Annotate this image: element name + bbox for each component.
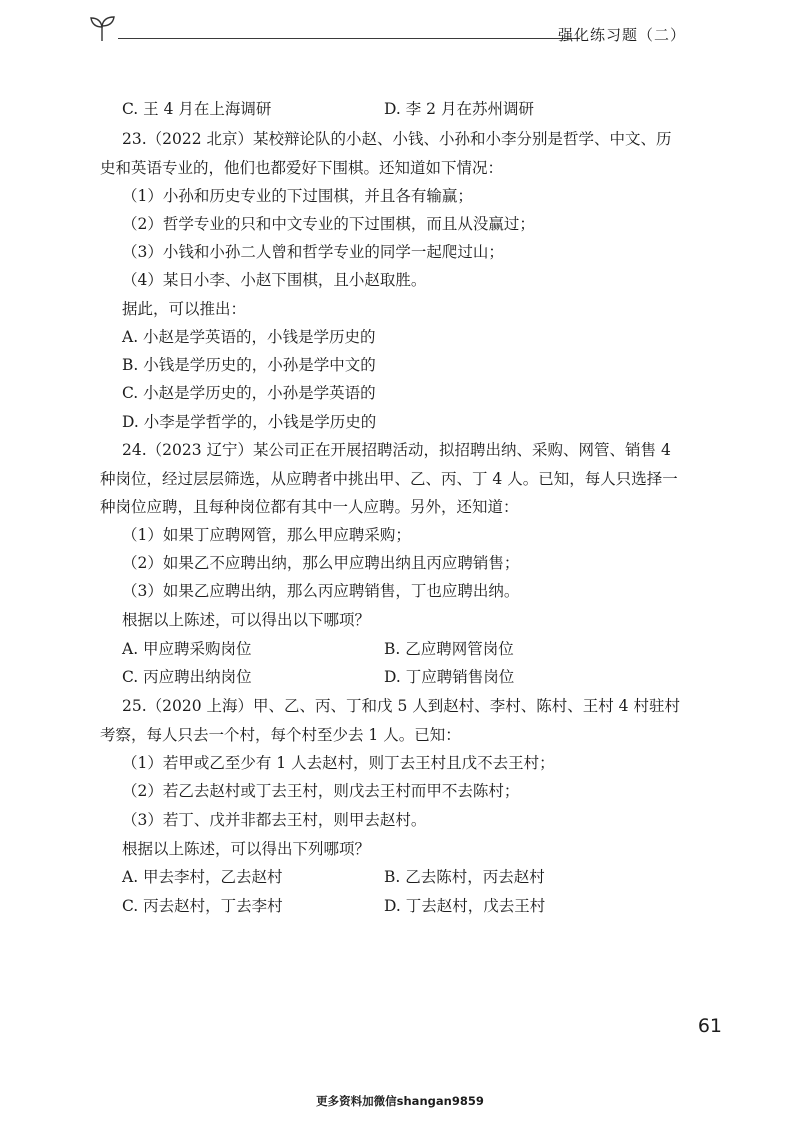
q24-condition-2: （2）如果乙不应聘出纳，那么甲应聘出纳且丙应聘销售； — [122, 554, 520, 572]
q25-stem-line-2: 考察，每人只去一个村，每个村至少去 1 人。已知： — [100, 726, 461, 744]
q24-question: 根据以上陈述，可以得出以下哪项？ — [122, 611, 371, 629]
prev-option-d: D. 李 2 月在苏州调研 — [384, 100, 534, 118]
q23-option-a: A. 小赵是学英语的，小钱是学历史的 — [122, 328, 376, 346]
q25-option-c: C. 丙去赵村，丁去李村 — [122, 897, 283, 915]
q25-condition-3: （3）若丁、戊并非都去王村，则甲去赵村。 — [122, 811, 427, 829]
q24-stem-line-1: 24.（2023 辽宁）某公司正在开展招聘活动，拟招聘出纳、采购、网管、销售 4 — [122, 441, 671, 459]
q24-stem-line-3: 种岗位应聘，且每种岗位都有其中一人应聘。另外，还知道： — [100, 498, 519, 516]
q23-stem-line-2: 史和英语专业的，他们也都爱好下围棋。还知道如下情况： — [100, 159, 504, 177]
header-rule — [118, 38, 580, 39]
q25-option-b: B. 乙去陈村，丙去赵村 — [384, 868, 545, 886]
q23-option-c: C. 小赵是学历史的，小孙是学英语的 — [122, 384, 376, 402]
q23-option-b: B. 小钱是学历史的，小孙是学中文的 — [122, 356, 376, 374]
q24-option-c: C. 丙应聘出纳岗位 — [122, 668, 252, 686]
header-title: 强化练习题（二） — [557, 26, 686, 44]
page-header — [88, 14, 700, 50]
q24-stem-line-2: 种岗位，经过层层筛选，从应聘者中挑出甲、乙、丙、丁 4 人。已知，每人只选择一 — [100, 470, 678, 488]
q23-stem-line-1: 23.（2022 北京）某校辩论队的小赵、小钱、小孙和小李分别是哲学、中文、历 — [122, 130, 672, 148]
q24-option-a: A. 甲应聘采购岗位 — [122, 640, 252, 658]
q23-condition-3: （3）小钱和小孙二人曾和哲学专业的同学一起爬过山； — [122, 243, 504, 261]
prev-option-c: C. 王 4 月在上海调研 — [122, 100, 272, 118]
q24-condition-3: （3）如果乙应聘出纳，那么丙应聘销售，丁也应聘出纳。 — [122, 582, 520, 600]
q23-condition-1: （1）小孙和历史专业的下过围棋，并且各有输赢； — [122, 187, 473, 205]
q25-option-a: A. 甲去李村，乙去赵村 — [122, 868, 283, 886]
page-number: 61 — [697, 1015, 722, 1037]
sprout-icon — [88, 14, 118, 44]
q25-stem-line-1: 25.（2020 上海）甲、乙、丙、丁和戊 5 人到赵村、李村、陈村、王村 4 村驻村 — [122, 697, 680, 715]
q24-option-b: B. 乙应聘网管岗位 — [384, 640, 514, 658]
q24-condition-1: （1）如果丁应聘网管，那么甲应聘采购； — [122, 526, 411, 544]
q23-condition-2: （2）哲学专业的只和中文专业的下过围棋，而且从没赢过； — [122, 215, 535, 233]
q25-condition-2: （2）若乙去赵村或丁去王村，则戊去王村而甲不去陈村； — [122, 782, 520, 800]
q23-condition-4: （4）某日小李、小赵下围棋，且小赵取胜。 — [122, 271, 427, 289]
q23-question: 据此，可以推出： — [122, 300, 247, 318]
q25-question: 根据以上陈述，可以得出下列哪项？ — [122, 840, 371, 858]
q24-option-d: D. 丁应聘销售岗位 — [384, 668, 515, 686]
q25-option-d: D. 丁去赵村，戊去王村 — [384, 897, 546, 915]
q23-option-d: D. 小李是学哲学的，小钱是学历史的 — [122, 413, 377, 431]
footer-note: 更多资料加微信shangan9859 — [316, 1094, 484, 1108]
q25-condition-1: （1）若甲或乙至少有 1 人去赵村，则丁去王村且戊不去王村； — [122, 754, 555, 772]
